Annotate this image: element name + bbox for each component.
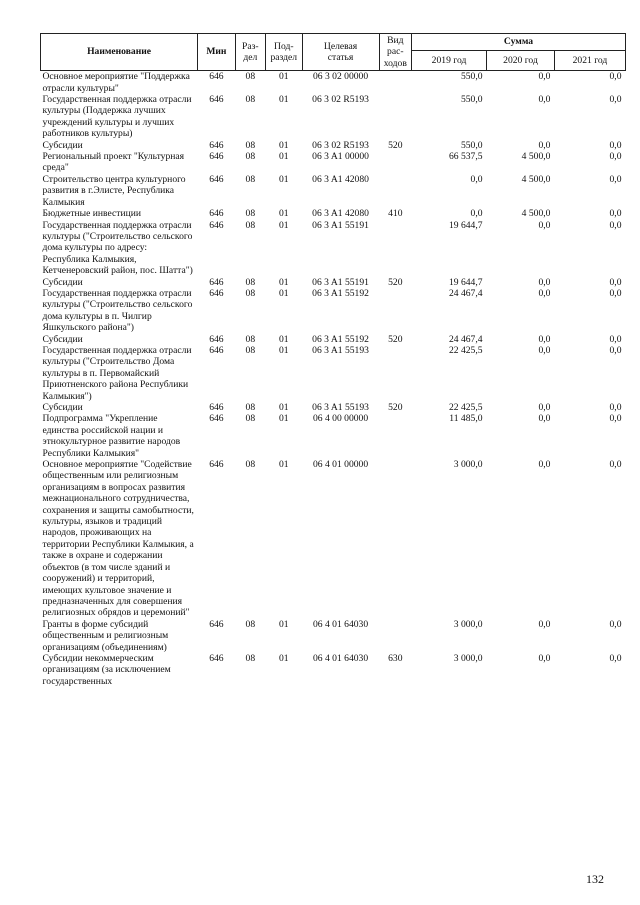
cell-expense-type [379, 174, 411, 208]
cell-target-article: 06 3 02 R5193 [312, 94, 369, 106]
cell-ministry: 646 [209, 618, 224, 630]
cell-sum-2019: 19 644,7 [448, 276, 483, 288]
cell-expense-type: 520 [388, 402, 403, 413]
cell-sum-2021: 0,0 [609, 94, 622, 106]
table-row [41, 220, 626, 277]
cell-subsection: 01 [278, 402, 289, 413]
cell-sum-2020: 0,0 [538, 71, 551, 83]
cell-subsection: 01 [278, 139, 289, 151]
cell-sum-2021: 0,0 [609, 71, 622, 83]
cell-subsection: 01 [278, 276, 289, 288]
cell-section: 08 [245, 287, 256, 299]
cell-sum-2019: 3 000,0 [453, 652, 483, 664]
cell-expense-type [379, 94, 411, 140]
cell-sum-2020: 0,0 [538, 652, 551, 664]
cell-subsection: 01 [278, 333, 289, 345]
cell-ministry: 646 [209, 333, 224, 345]
cell-ministry: 646 [209, 71, 224, 83]
cell-target-article: 06 3 A1 42080 [312, 208, 369, 220]
cell-section: 08 [245, 173, 256, 185]
cell-sum-2021: 0,0 [609, 413, 622, 425]
cell-sum-2020: 0,0 [538, 413, 551, 425]
table-row [41, 140, 626, 151]
cell-target-article: 06 4 00 00000 [312, 413, 369, 425]
cell-name: Строительство центра культурного развития в г.Элисте, Республика Калмыкия [42, 173, 186, 208]
cell-ministry: 646 [209, 459, 224, 471]
cell-sum-2021: 0,0 [609, 652, 622, 664]
cell-sum-2019: 550,0 [460, 139, 483, 151]
cell-subsection: 01 [278, 344, 289, 356]
cell-sum-2019: 550,0 [460, 94, 483, 106]
cell-section: 08 [245, 402, 256, 413]
cell-target-article: 06 3 A1 00000 [312, 151, 369, 163]
cell-target-article: 06 4 01 00000 [312, 459, 369, 471]
cell-subsection: 01 [278, 459, 289, 471]
cell-expense-type [379, 345, 411, 402]
cell-expense-type [379, 619, 411, 653]
cell-sum-2019: 550,0 [460, 71, 483, 83]
cell-ministry: 646 [209, 402, 224, 413]
cell-target-article: 06 4 01 64030 [312, 618, 369, 630]
cell-expense-type [379, 151, 411, 174]
cell-subsection: 01 [278, 219, 289, 231]
cell-sum-2021: 0,0 [609, 287, 622, 299]
cell-section: 08 [245, 219, 256, 231]
page-number: 132 [586, 872, 604, 886]
cell-ministry: 646 [209, 173, 224, 185]
cell-sum-2019: 24 467,4 [448, 287, 483, 299]
cell-sum-2019: 24 467,4 [448, 333, 483, 345]
header-target-article: Целевая статья [302, 34, 379, 71]
table-row [41, 413, 626, 459]
cell-expense-type [379, 413, 411, 459]
cell-sum-2021: 0,0 [609, 344, 622, 356]
cell-name: Подпрограмма "Укрепление единства российской нации и этнокультурное развитие народов Республики Калмыкия" [42, 413, 181, 459]
cell-ministry: 646 [209, 219, 224, 231]
table-header [41, 34, 626, 71]
cell-name: Субсидии некоммерческим организациям (за исключением государственных [42, 652, 171, 687]
cell-expense-type [379, 288, 411, 334]
table-row [41, 345, 626, 402]
table-row [41, 334, 626, 345]
cell-subsection: 01 [278, 618, 289, 630]
header-year-2021: 2021 год [554, 51, 625, 71]
cell-expense-type [379, 220, 411, 277]
table-row [41, 151, 626, 174]
table-row [41, 459, 626, 619]
table-row [41, 288, 626, 334]
table-row [41, 402, 626, 413]
cell-section: 08 [245, 276, 256, 288]
cell-subsection: 01 [278, 413, 289, 425]
cell-name: Основное мероприятие "Содействие общественным или религиозным организациям в вопросах развития межнационального сотрудничества, сохранения и защиты самобытности, культуры, языков и традиций народов, проживающих на территории Республики Калмыкия, а также в охране и содержании объектов (в том числе зданий и сооружений) и территорий, имеющих культовое значение и предназначенных для совершения религиозных обрядов и церемоний" [42, 459, 194, 619]
cell-ministry: 646 [209, 344, 224, 356]
cell-name: Субсидии [42, 333, 83, 345]
header-expense-type: Вид рас- ходов [379, 34, 411, 71]
cell-target-article: 06 3 A1 55192 [312, 287, 369, 299]
cell-name: Субсидии [42, 139, 83, 151]
cell-target-article: 06 3 A1 55193 [312, 402, 369, 413]
cell-expense-type [379, 459, 411, 619]
cell-section: 08 [245, 208, 256, 220]
cell-sum-2019: 11 485,0 [449, 413, 483, 425]
header-min: Мин [198, 34, 236, 71]
cell-ministry: 646 [209, 151, 224, 163]
cell-target-article: 06 3 A1 55193 [312, 344, 369, 356]
cell-sum-2019: 19 644,7 [448, 219, 483, 231]
cell-sum-2021: 0,0 [609, 173, 622, 185]
cell-sum-2021: 0,0 [609, 459, 622, 471]
cell-sum-2019: 22 425,5 [448, 402, 483, 413]
cell-sum-2021: 0,0 [609, 333, 622, 345]
header-podrazdel: Под- раздел [266, 34, 302, 71]
cell-sum-2020: 0,0 [538, 276, 551, 288]
cell-target-article: 06 3 A1 42080 [312, 173, 369, 185]
cell-target-article: 06 3 A1 55191 [312, 219, 369, 231]
cell-target-article: 06 3 A1 55191 [312, 276, 369, 288]
table-row [41, 653, 626, 687]
header-sum: Сумма [412, 34, 626, 51]
cell-subsection: 01 [278, 94, 289, 106]
budget-table-container [40, 33, 626, 687]
header-year-2020: 2020 год [487, 51, 555, 71]
table-row [41, 174, 626, 208]
cell-sum-2021: 0,0 [609, 276, 622, 288]
cell-subsection: 01 [278, 208, 289, 220]
cell-sum-2021: 0,0 [609, 151, 622, 163]
cell-name: Гранты в форме субсидий общественным и религиозным организациям (объединениям) [42, 618, 169, 653]
table-row [41, 71, 626, 94]
cell-expense-type: 410 [388, 208, 403, 220]
header-year-2019: 2019 год [412, 51, 487, 71]
cell-section: 08 [245, 344, 256, 356]
cell-expense-type: 520 [388, 139, 403, 151]
cell-sum-2019: 22 425,5 [448, 344, 483, 356]
cell-name: Субсидии [42, 276, 83, 288]
cell-sum-2020: 0,0 [538, 94, 551, 106]
cell-ministry: 646 [209, 276, 224, 288]
cell-sum-2021: 0,0 [609, 208, 622, 220]
cell-expense-type: 630 [388, 652, 403, 664]
cell-sum-2019: 3 000,0 [453, 459, 483, 471]
header-razdel: Раз- дел [235, 34, 265, 71]
cell-sum-2021: 0,0 [609, 219, 622, 231]
cell-sum-2019: 66 537,5 [448, 151, 483, 163]
cell-name: Бюджетные инвестиции [42, 208, 141, 220]
cell-section: 08 [245, 459, 256, 471]
cell-section: 08 [245, 71, 256, 83]
table-row [41, 619, 626, 653]
cell-sum-2020: 0,0 [538, 287, 551, 299]
cell-ministry: 646 [209, 208, 224, 220]
cell-ministry: 646 [209, 652, 224, 664]
cell-sum-2021: 0,0 [609, 139, 622, 151]
cell-section: 08 [245, 618, 256, 630]
cell-expense-type: 520 [388, 276, 403, 288]
cell-sum-2020: 4 500,0 [521, 151, 551, 163]
cell-sum-2021: 0,0 [609, 618, 622, 630]
cell-target-article: 06 3 02 00000 [312, 71, 369, 83]
table-row [41, 94, 626, 140]
cell-name: Государственная поддержка отрасли культуры (Поддержка лучших учреждений культуры и лучших работников культуры) [42, 94, 192, 140]
cell-target-article: 06 3 A1 55192 [312, 333, 369, 345]
cell-sum-2020: 0,0 [538, 333, 551, 345]
cell-section: 08 [245, 652, 256, 664]
cell-sum-2021: 0,0 [609, 402, 622, 413]
cell-section: 08 [245, 94, 256, 106]
cell-subsection: 01 [278, 287, 289, 299]
cell-ministry: 646 [209, 287, 224, 299]
cell-sum-2020: 4 500,0 [521, 208, 551, 220]
cell-subsection: 01 [278, 151, 289, 163]
header-name: Наименование [41, 34, 198, 71]
cell-subsection: 01 [278, 71, 289, 83]
cell-section: 08 [245, 139, 256, 151]
cell-name: Государственная поддержка отрасли культуры ("Строительство сельского дома культуры в п. Чилгир Яшкульского района") [42, 287, 193, 334]
cell-name: Государственная поддержка отрасли культуры ("Строительство Дома культуры в п. Первомайский Приютненского района Республики Калмыкия") [42, 344, 192, 402]
cell-section: 08 [245, 151, 256, 163]
cell-sum-2020: 0,0 [538, 459, 551, 471]
cell-section: 08 [245, 333, 256, 345]
cell-sum-2019: 3 000,0 [453, 618, 483, 630]
cell-target-article: 06 4 01 64030 [312, 652, 369, 664]
cell-sum-2020: 4 500,0 [521, 173, 551, 185]
table-row [41, 277, 626, 288]
cell-expense-type: 520 [388, 333, 403, 345]
cell-sum-2020: 0,0 [538, 344, 551, 356]
table-body [41, 71, 626, 687]
cell-subsection: 01 [278, 173, 289, 185]
cell-sum-2020: 0,0 [538, 402, 551, 413]
cell-sum-2020: 0,0 [538, 219, 551, 231]
cell-sum-2020: 0,0 [538, 618, 551, 630]
cell-name: Основное мероприятие "Поддержка отрасли культуры" [42, 71, 190, 94]
budget-table [40, 33, 626, 687]
cell-ministry: 646 [209, 94, 224, 106]
table-row [41, 208, 626, 219]
cell-sum-2019: 0,0 [470, 208, 483, 220]
cell-name: Региональный проект "Культурная среда" [42, 151, 185, 174]
cell-sum-2019: 0,0 [470, 173, 483, 185]
cell-name: Государственная поддержка отрасли культуры ("Строительство сельского дома культуры по адресу: Республика Калмыкия, Кетченеровский район, пос. Шатта") [42, 219, 193, 277]
cell-sum-2020: 0,0 [538, 139, 551, 151]
cell-name: Субсидии [42, 402, 83, 413]
cell-section: 08 [245, 413, 256, 425]
cell-expense-type [379, 71, 411, 94]
cell-subsection: 01 [278, 652, 289, 664]
cell-target-article: 06 3 02 R5193 [312, 139, 369, 151]
cell-ministry: 646 [209, 413, 224, 425]
cell-ministry: 646 [209, 139, 224, 151]
